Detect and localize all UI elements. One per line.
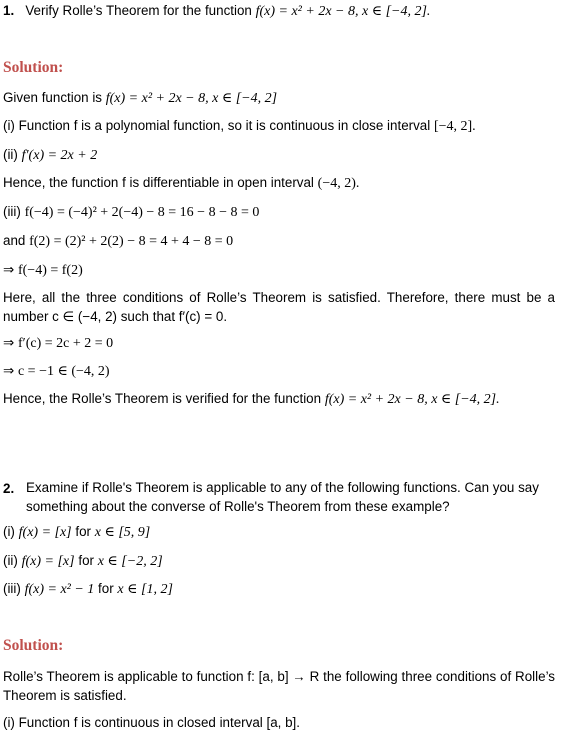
part-math: f(x) = [x] — [21, 554, 75, 569]
part-text: for — [75, 524, 92, 539]
question-math: f(x) = x² + 2x − 8, x ∈ [−4, 2]. — [255, 4, 431, 19]
solution-text: ⇒ — [3, 363, 15, 378]
solution-heading: Solution: — [3, 59, 64, 76]
solution-math: f(−4) = (−4)² + 2(−4) − 8 = 16 − 8 − 8 = 0 — [24, 205, 260, 220]
solution-line — [3, 146, 97, 165]
solution-math: f(x) = x² + 2x − 8, x ∈ [−4, 2] — [105, 91, 278, 106]
solution-line — [3, 261, 83, 280]
solution-text: (i) Function f is a polynomial function, so it is continuous in close interval — [3, 118, 431, 133]
question-text: Verify Rolle’s Theorem for the function — [25, 3, 252, 18]
solution-math: (−4, 2). — [317, 176, 360, 191]
solution-text: Hence, the function f is differentiable in open interval — [3, 175, 314, 190]
solution-paragraph: Rolle’s Theorem is applicable to function f: [a, b] → R the following three conditions of Rolle’s Theorem is satisfied. — [3, 669, 555, 703]
part-label: (i) — [3, 524, 15, 539]
part-range: x ∈ [5, 9] — [94, 525, 151, 540]
solution-paragraph: Here, all the three conditions of Rolle’s Theorem is satisfied. Therefore, there must be a number c ∈ (−4, 2) such that f′(c) = 0. — [3, 290, 555, 324]
question-part — [3, 580, 173, 599]
solution-line — [3, 362, 110, 381]
solution-math: f′(c) = 2c + 2 = 0 — [17, 336, 114, 351]
question-number: 2. — [3, 481, 15, 496]
solution-line — [3, 117, 476, 136]
solution-text: Given function is — [3, 90, 102, 105]
solution-line — [3, 174, 359, 193]
solution-line — [3, 232, 233, 251]
question-part — [3, 523, 150, 542]
question-2-text: Examine if Rolle's Theorem is applicable to any of the following functions. Can you say something about the converse of Rolle's Theorem from these example? — [26, 480, 539, 514]
solution-text: (iii) — [3, 204, 21, 219]
solution-text: (ii) — [3, 147, 18, 162]
question-1 — [3, 2, 430, 21]
solution-text: Hence, the Rolle’s Theorem is verified for the function — [3, 391, 322, 406]
solution-line — [3, 390, 500, 409]
solution-math: [−4, 2]. — [433, 119, 476, 134]
solution-heading: Solution: — [3, 637, 64, 654]
part-math: f(x) = [x] — [18, 525, 72, 540]
solution-line — [3, 89, 277, 108]
solution-line — [3, 334, 113, 353]
solution-line — [3, 203, 259, 222]
solution-math: c = −1 ∈ (−4, 2) — [17, 364, 110, 379]
part-range: x ∈ [−2, 2] — [97, 554, 163, 569]
solution-math: f(x) = x² + 2x − 8, x ∈ [−4, 2]. — [324, 392, 500, 407]
part-text: for — [98, 581, 114, 596]
part-text: for — [78, 553, 94, 568]
solution-math: f′(x) = 2x + 2 — [21, 148, 98, 163]
question-2-number — [3, 480, 14, 498]
solution-math: f(2) = (2)² + 2(2) − 8 = 4 + 4 − 8 = 0 — [29, 234, 234, 249]
solution-text: and — [3, 233, 26, 248]
part-label: (iii) — [3, 581, 21, 596]
solution-text: ⇒ — [3, 335, 15, 350]
question-number: 1. — [3, 3, 15, 18]
solution-math: f(−4) = f(2) — [17, 263, 83, 278]
part-label: (ii) — [3, 553, 18, 568]
solution-line: (i) Function f is continuous in closed interval [a, b]. — [3, 715, 300, 730]
part-math: f(x) = x² − 1 — [24, 582, 95, 597]
question-part — [3, 552, 163, 571]
solution-text: ⇒ — [3, 262, 15, 277]
part-range: x ∈ [1, 2] — [117, 582, 173, 597]
